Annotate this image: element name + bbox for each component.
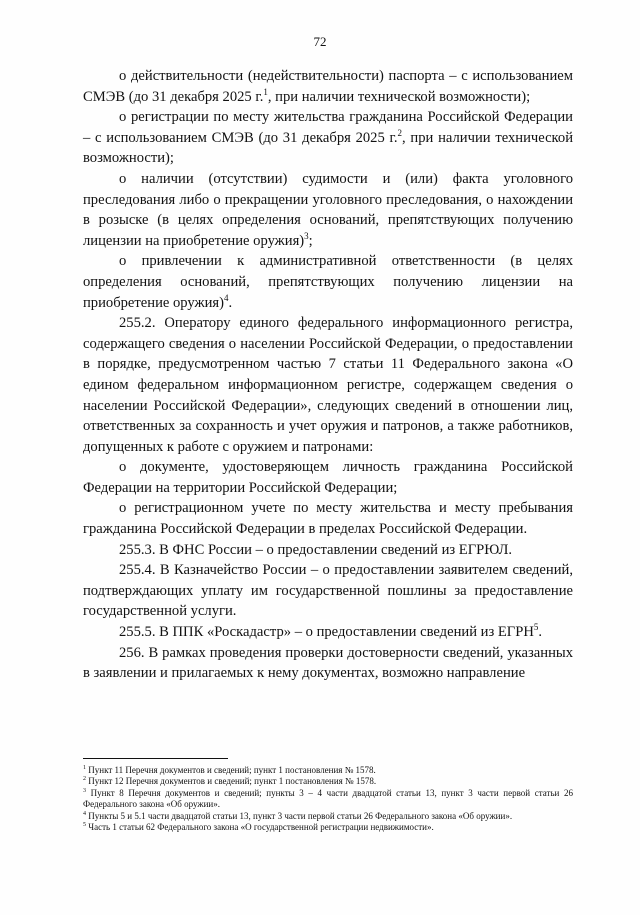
paragraph-administrative: о привлечении к административной ответственности (в целях определения оснований, препятствующих получению лицензии на приобретение оружия)$^4$.	[83, 253, 573, 311]
footnote-2: $^2$ Пункт 12 Перечня документов и сведений; пункт 1 постановления № 1578.	[83, 776, 377, 787]
paragraph-255-3: 255.3. В ФНС России – о предоставлении сведений из ЕГРЮЛ.	[119, 541, 513, 558]
footnote-separator	[83, 758, 228, 759]
body-text	[83, 66, 573, 684]
footnote-ref-3: 3	[304, 230, 309, 241]
footnote-ref-5: 5	[533, 622, 539, 633]
footnote-ref-1: 1	[263, 86, 268, 97]
paragraph-passport: о действительности (недействительности) паспорта – с использованием СМЭВ (до 31 декабря 2025 г.$^1$, при наличии технической возможности);	[83, 68, 573, 105]
paragraph-identity-document: о документе, удостоверяющем личность гражданина Российской Федерации на территории Российской Федерации;	[83, 459, 573, 496]
page-number: 72	[313, 34, 327, 49]
paragraph-256: 256. В рамках проведения проверки достоверности сведений, указанных в заявлении и прилагаемых к нему документах, возможно направление	[83, 644, 573, 682]
footnote-ref-2: 2	[397, 127, 403, 138]
footnote-ref-4: 4	[224, 292, 229, 303]
paragraph-255-4: 255.4. В Казначейство России – о предоставлении заявителем сведений, подтверждающих уплату им государственной пошлины за предоставление государственной услуги.	[83, 562, 573, 620]
footnote-4: $^4$ Пункты 5 и 5.1 части двадцатой статьи 13, пункт 3 части первой статьи 26 Федерального закона «Об оружии».	[83, 810, 513, 821]
footnote-5: $^5$ Часть 1 статьи 62 Федерального закона «О государственной регистрации недвижимости».	[83, 822, 434, 833]
footnote-1: $^1$ Пункт 11 Перечня документов и сведений; пункт 1 постановления № 1578.	[83, 765, 376, 775]
paragraph-255-5: 255.5. В ППК «Роскадастр» – о предоставлении сведений из ЕГРН$^5$.	[119, 622, 543, 641]
footnotes	[83, 765, 573, 833]
footnote-3: $^3$ Пункт 8 Перечня документов и сведений; пункты 3 – 4 части двадцатой статьи 13, пункт 3 части первой статьи 26 Федерального закона «Об оружии».	[83, 787, 573, 810]
paragraph-registration: о регистрации по месту жительства гражданина Российской Федерации – с использованием СМЭВ (до 31 декабря 2025 г.$^2$, при наличии технической возможности);	[83, 109, 574, 167]
paragraph-criminal-record: о наличии (отсутствии) судимости и (или) факта уголовного преследования либо о прекращении уголовного преследования, о нахождении в розыске (в целях определения оснований, препятствующих получению лицензии на приобретение оружия)$^3$;	[83, 170, 573, 249]
paragraph-registration-record: о регистрационном учете по месту жительства и месту пребывания гражданина Российской Федерации в пределах Российской Федерации.	[83, 500, 573, 538]
paragraph-255-2: 255.2. Оператору единого федерального информационного регистра, содержащего сведения о населении Российской Федерации, о предоставлении в порядке, предусмотренном частью 7 статьи 11 Федерального закона «О едином федеральном информационном регистре, содержащем сведения о населении Российской Федерации», следующих сведений в отношении лиц, ответственных за сохранность и учет оружия и патронов, а также работников, допущенных к работе с оружием и патронами:	[83, 315, 573, 455]
